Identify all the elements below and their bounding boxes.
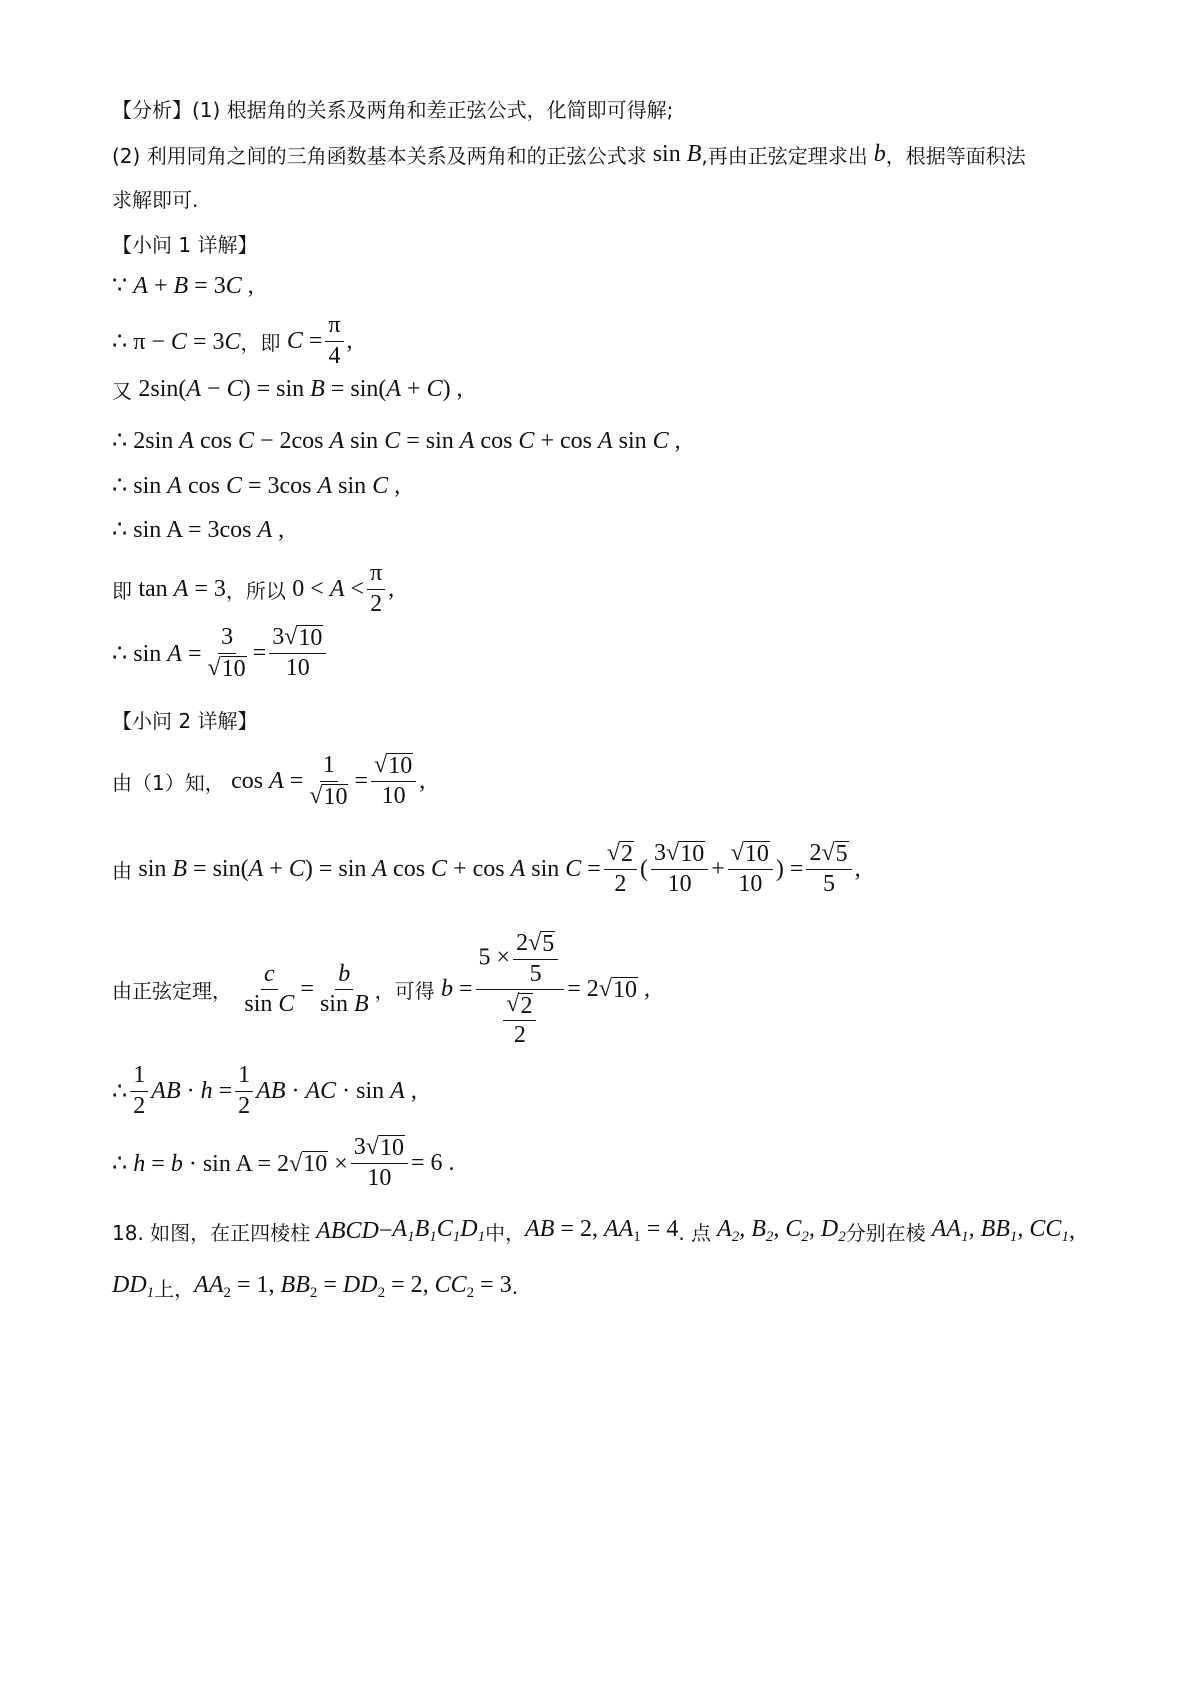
part2-heading: 【小问 2 详解】 — [112, 709, 258, 733]
part2-step-5: ∴ h = b · sin A = 2√ 10 × 3√ 10 10 = 6 . — [112, 1134, 455, 1191]
analysis-line-1 — [112, 94, 673, 123]
problem-18-line-2: $DD_1$ 上， $AA_2 = 1$, $BB_2 = DD_2 = 2$, $CC_2 = 3$ . — [112, 1272, 519, 1301]
part1-step-4: ∴ 2sin A cos C − 2cos A sin C = sin A cos C + cos A sin C , — [112, 428, 681, 454]
analysis-text-2c: ，根据等面积法 — [885, 144, 1026, 168]
part1-step-3: 又 2sin(A − C) = sin B = sin(A + C) , — [112, 376, 463, 403]
part1-step-1: ∵ A + B = 3C , — [112, 273, 254, 299]
part2-step-1: 由（1）知， cos A = 1 √ 10 = √ 10 10 , — [112, 752, 426, 810]
analysis-text-3: 求解即可. — [112, 188, 199, 212]
part1-step-2: ∴ π − C = 3C ，即 C = $\frac{\pi}{4}$ , — [112, 312, 353, 369]
part2-step-3: 由正弦定理， $\frac{c}{\text{sin C}}$ = $\frac{b}{\text{sin B}}$ ，可得 b = 5 × 2√ 5 5 √ 2 2 = 2√ 10 , — [112, 930, 650, 1048]
part2-step-2: 由 sin B = sin(A + C) = sin A cos C + cos A sin C = √ 2 2 ( 3√ 10 10 + √ 10 10 ) = 2√ 5 5 , — [112, 840, 861, 897]
part1-step-8: ∴ sin A = 3 √ 10 = 3√ 10 10 — [112, 624, 329, 682]
analysis-line-2: (2) 利用同角之间的三角函数基本关系及两角和的正弦公式求 sin B ,再由正弦定理求出 b ，根据等面积法 — [112, 141, 1026, 168]
analysis-text-2b: ,再由正弦定理求出 — [701, 144, 868, 168]
part1-step-6: ∴ sin A = 3cos A , — [112, 517, 285, 543]
analysis-text-2a: (2) 利用同角之间的三角函数基本关系及两角和的正弦公式求 — [112, 144, 647, 168]
analysis-text-1: (1) 根据角的关系及两角和差正弦公式，化简即可得解; — [192, 98, 674, 122]
part2-step-4: ∴ $\frac{1}{2}$ AB · h = $\frac{1}{2}$ AB · AC · sin A , — [112, 1062, 417, 1119]
part1-step-7: 即 tan A = 3 ，所以 0 < A < $\frac{\pi}{2}$ , — [112, 560, 395, 617]
problem-18-line-1: 18. 如图，在正四棱柱 ABCD − $A_1B_1C_1D_1$ 中， AB = 2, $AA_1 = 4$ . 点 $A_2$, $B_2$, $C_2$, $D_2$ 分别在棱 $AA_1$, $BB_1$, $CC_1$ , — [112, 1216, 1075, 1245]
part1-step-5: ∴ sin A cos C = 3cos A sin C , — [112, 473, 401, 499]
analysis-line-3 — [112, 184, 198, 213]
analysis-bracket: 【分析】 — [112, 98, 192, 122]
part1-heading: 【小问 1 详解】 — [112, 233, 258, 257]
